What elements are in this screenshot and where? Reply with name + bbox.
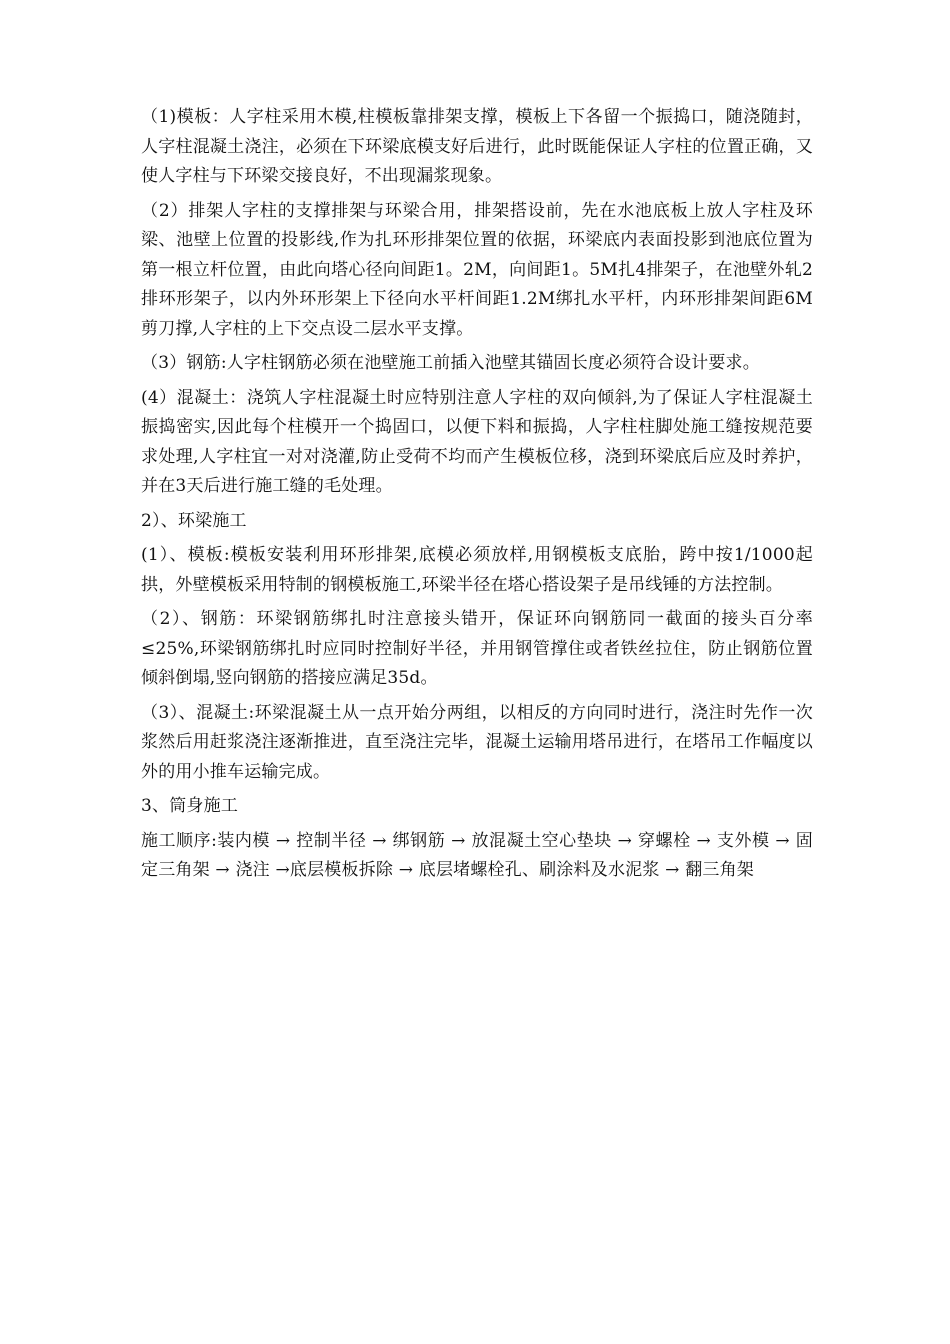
- section-heading-shell: 3、筒身施工: [141, 796, 239, 816]
- paragraph-column-rebar: （3）钢筋:人字柱钢筋必须在池壁施工前插入池壁其锚固长度必须符合设计要求。: [141, 353, 760, 373]
- paragraph-column-concrete: (4）混凝土：浇筑人字柱混凝土时应特别注意人字柱的双向倾斜,为了保证人字柱混凝土振捣密实,因此每个柱模开一个捣固口，以便下料和振捣，人字柱柱脚处施工缝按规范要求处理,人字柱宜一对对浇灌,防止受荷不均而产生模板位移，浇到环梁底后应及时养护，并在3天后进行施工缝的毛处理。: [141, 387, 813, 496]
- paragraph-ring-beam-formwork: (1）、模板:模板安装利用环形排架,底模必须放样,用钢模板支底胎，跨中按1/1000起拱，外壁模板采用特制的钢模板施工,环梁半径在塔心搭设架子是吊线锤的方法控制。: [141, 545, 813, 595]
- paragraph-ring-beam-rebar: （2）、钢筋：环梁钢筋绑扎时注意接头错开，保证环向钢筋同一截面的接头百分率≤25%,环梁钢筋绑扎时应同时控制好半径，并用钢管撑住或者铁丝拉住，防止钢筋位置倾斜倒塌,竖向钢筋的搭接应满足35d。: [141, 609, 813, 688]
- paragraph-column-formwork: （1)模板：人字柱采用木模,柱模板靠排架支撑，模板上下各留一个振捣口，随浇随封，人字柱混凝土浇注，必须在下环梁底模支好后进行，此时既能保证人字柱的位置正确，又使人字柱与下环梁交接良好，不出现漏浆现象。: [141, 107, 813, 186]
- paragraph-construction-sequence: 施工顺序:装内模 → 控制半径 → 绑钢筋 → 放混凝土空心垫块 → 穿螺栓 → 支外模 → 固定三角架 → 浇注 →底层模板拆除 → 底层堵螺栓孔、刷涂料及水泥浆 → 翻三角架: [141, 830, 813, 880]
- paragraph-ring-beam-concrete: （3）、混凝土:环梁混凝土从一点开始分两组，以相反的方向同时进行，浇注时先作一次浆然后用赶浆浇注逐渐推进，直至浇注完毕，混凝土运输用塔吊进行，在塔吊工作幅度以外的用小推车运输完成。: [141, 702, 813, 782]
- paragraph-scaffolding: （2）排架人字柱的支撑排架与环梁合用，排架搭设前，先在水池底板上放人字柱及环梁、池壁上位置的投影线,作为扎环形排架位置的依据，环梁底内表面投影到池底位置为第一根立杆位置，由此向塔心径向间距1。2M，向间距1。5M扎4排架子，在池壁外轧2排环形架子，以内外环形架上下径向水平杆间距1.2M绑扎水平杆，内环形排架间距6M剪刀撑,人字柱的上下交点设二层水平支撑。: [141, 200, 813, 339]
- section-heading-ring-beam: 2）、环梁施工: [141, 510, 247, 531]
- document-body: [141, 103, 813, 891]
